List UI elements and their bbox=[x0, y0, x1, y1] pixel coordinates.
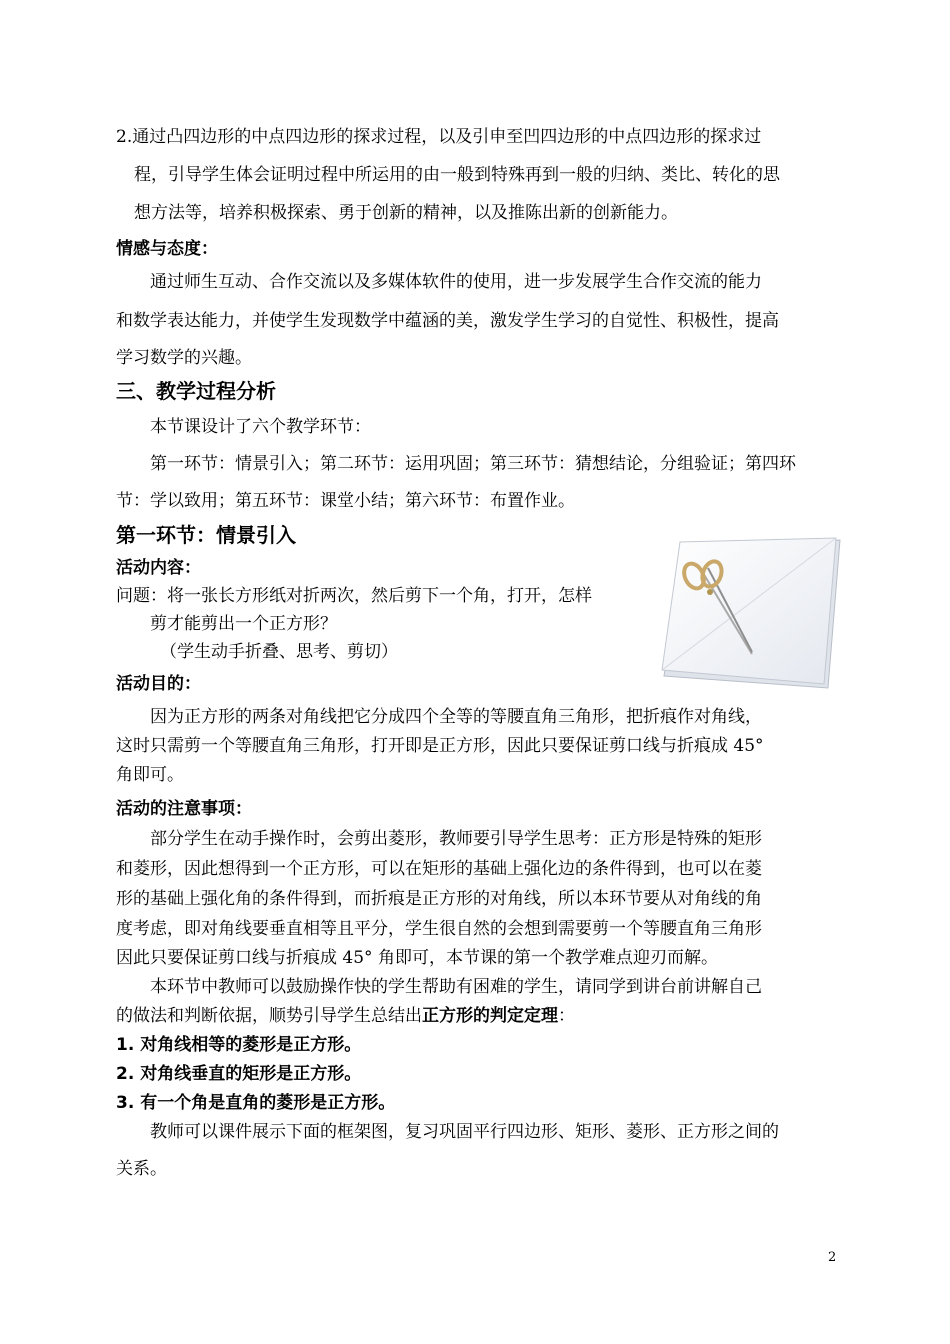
scissors-paper-icon bbox=[660, 536, 846, 696]
activity-content-heading: 活动内容： bbox=[116, 558, 201, 578]
encourage-line-2 bbox=[116, 1005, 575, 1027]
notes-line-4: 度考虑，即对角线要垂直相等且平分，学生很自然的会想到需要剪一个等腰直角三角形 bbox=[116, 919, 762, 939]
page-number: 2 bbox=[828, 1250, 837, 1265]
activity-notes-heading: 活动的注意事项： bbox=[116, 799, 252, 819]
emotion-line-2: 和数学表达能力，并使学生发现数学中蕴涵的美，激发学生学习的自觉性、积极性，提高 bbox=[116, 311, 779, 331]
theorem-item-3: 3. 有一个角是直角的菱形是正方形。 bbox=[116, 1093, 396, 1113]
process-steps-line-2: 节：学以致用；第五环节：课堂小结；第六环节：布置作业。 bbox=[116, 491, 575, 511]
theorem-item-2: 2. 对角线垂直的矩形是正方形。 bbox=[116, 1064, 362, 1084]
emotion-line-3: 学习数学的兴趣。 bbox=[116, 348, 252, 368]
objective-2-line-3: 想方法等，培养积极探索、勇于创新的精神，以及推陈出新的创新能力。 bbox=[134, 203, 678, 223]
theorem-emphasis: 正方形的判定定理 bbox=[422, 1006, 558, 1026]
notes-line-5: 因此只要保证剪口线与折痕成 45° 角即可，本节课的第一个教学难点迎刃而解。 bbox=[116, 948, 718, 968]
notes-line-1: 部分学生在动手操作时，会剪出菱形，教师要引导学生思考：正方形是特殊的矩形 bbox=[150, 829, 762, 849]
student-action-note: （学生动手折叠、思考、剪切） bbox=[160, 642, 398, 662]
summary-suffix: ： bbox=[558, 1006, 575, 1026]
framework-line-1: 教师可以课件展示下面的框架图，复习巩固平行四边形、矩形、菱形、正方形之间的 bbox=[150, 1122, 779, 1142]
summary-prefix: 的做法和判断依据，顺势引导学生总结出 bbox=[116, 1006, 422, 1026]
encourage-line-1: 本环节中教师可以鼓励操作快的学生帮助有困难的学生，请同学到讲台前讲解自己 bbox=[150, 977, 762, 997]
emotion-attitude-heading: 情感与态度： bbox=[116, 239, 218, 259]
purpose-line-2: 这时只需剪一个等腰直角三角形，打开即是正方形，因此只要保证剪口线与折痕成 45° bbox=[116, 736, 764, 756]
notes-line-3: 形的基础上强化角的条件得到，而折痕是正方形的对角线，所以本环节要从对角线的角 bbox=[116, 889, 762, 909]
notes-line-2: 和菱形，因此想得到一个正方形，可以在矩形的基础上强化边的条件得到，也可以在菱 bbox=[116, 859, 762, 879]
theorem-item-1: 1. 对角线相等的菱形是正方形。 bbox=[116, 1035, 362, 1055]
framework-line-2: 关系。 bbox=[116, 1159, 167, 1179]
section-heading-process: 三、教学过程分析 bbox=[116, 379, 276, 403]
step1-heading: 第一环节：情景引入 bbox=[116, 523, 296, 547]
purpose-line-1: 因为正方形的两条对角线把它分成四个全等的等腰直角三角形，把折痕作对角线， bbox=[150, 707, 762, 727]
scissors-paper-illustration bbox=[660, 536, 846, 696]
activity-purpose-heading: 活动目的： bbox=[116, 674, 201, 694]
purpose-line-3: 角即可。 bbox=[116, 765, 184, 785]
emotion-line-1: 通过师生互动、合作交流以及多媒体软件的使用，进一步发展学生合作交流的能力 bbox=[150, 272, 762, 292]
objective-2-line-2: 程，引导学生体会证明过程中所运用的由一般到特殊再到一般的归纳、类比、转化的思 bbox=[134, 165, 780, 185]
process-steps-line-1: 第一环节：情景引入；第二环节：运用巩固；第三环节：猜想结论，分组验证；第四环 bbox=[150, 454, 796, 474]
question-line-1: 问题：将一张长方形纸对折两次，然后剪下一个角，打开，怎样 bbox=[116, 586, 592, 606]
question-line-2: 剪才能剪出一个正方形？ bbox=[150, 614, 337, 634]
process-intro: 本节课设计了六个教学环节： bbox=[150, 417, 371, 437]
objective-2-line-1: 2.通过凸四边形的中点四边形的探求过程，以及引申至凹四边形的中点四边形的探求过 bbox=[116, 127, 762, 147]
